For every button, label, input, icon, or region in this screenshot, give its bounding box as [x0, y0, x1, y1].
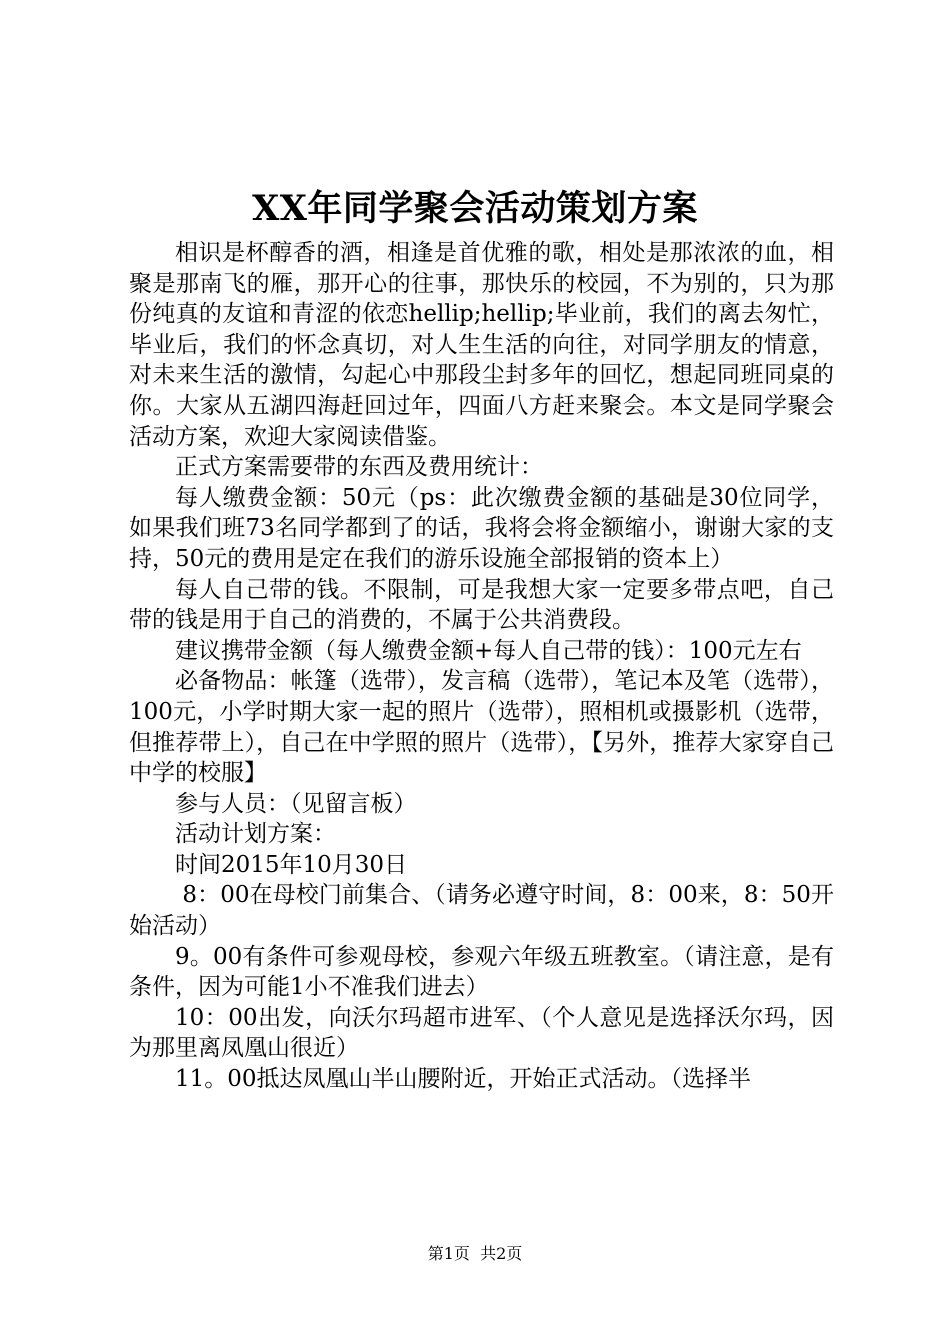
paragraph-date: 时间2015年10月30日 — [175, 851, 408, 878]
document-title: XX年同学聚会活动策划方案 — [252, 188, 698, 229]
paragraph-required-items: 必备物品：帐篷（选带），发言稿（选带），笔记本及笔（选带），100元，小学时期大家一起的照片（选带），照相机或摄影机（选带，但推荐带上），自己在中学照的照片（选带），【另外，推荐大家穿自己中学的校服】 — [129, 668, 834, 787]
paragraph-schedule-0900: 9。00有条件可参观母校，参观六年级五班教室。（请注意，是有条件，因为可能1小不准我们进去） — [129, 943, 834, 1001]
paragraph-fee-amount: 每人缴费金额：50元（ps：此次缴费金额的基础是30位同学，如果我们班73名同学都到了的话，我将会将金额缩小，谢谢大家的支持，50元的费用是定在我们的游乐设施全部报销的资本上） — [129, 484, 834, 572]
paragraph-schedule-1000: 10：00出发，向沃尔玛超市进军、（个人意见是选择沃尔玛，因为那里离凤凰山很近） — [129, 1004, 834, 1062]
paragraph-items-heading: 正式方案需要带的东西及费用统计： — [175, 454, 543, 481]
document-body — [129, 238, 834, 1095]
paragraph-participants: 参与人员：（见留言板） — [175, 790, 417, 817]
paragraph-own-money: 每人自己带的钱。不限制，可是我想大家一定要多带点吧，自己带的钱是用于自己的消费的，不属于公共消费段。 — [129, 576, 834, 634]
paragraph-plan-heading: 活动计划方案： — [175, 821, 336, 848]
paragraph-schedule-0800: 8：00在母校门前集合、（请务必遵守时间，8：00来，8：50开始活动） — [129, 882, 835, 940]
paragraph-schedule-1100: 11。00抵达凤凰山半山腰附近，开始正式活动。（选择半 — [175, 1066, 752, 1093]
paragraph-suggested-amount: 建议携带金额（每人缴费金额+每人自己带的钱）：100元左右 — [175, 637, 802, 664]
page-number-footer: 第1页 共2页 — [427, 1244, 523, 1263]
intro-paragraph: 相识是杯醇香的酒，相逢是首优雅的歌，相处是那浓浓的血，相聚是那南飞的雁，那开心的往事，那快乐的校园，不为别的，只为那份纯真的友谊和青涩的依恋hellip;hellip;毕业前，我们的离去匆忙，毕业后，我们的怀念真切，对人生生活的向往，对同学朋友的情意，对未来生活的激情，勾起心中那段尘封多年的回忆，想起同班同桌的你。大家从五湖四海赶回过年，四面八方赶来聚会。本文是同学聚会活动方案，欢迎大家阅读借鉴。 — [129, 240, 834, 450]
